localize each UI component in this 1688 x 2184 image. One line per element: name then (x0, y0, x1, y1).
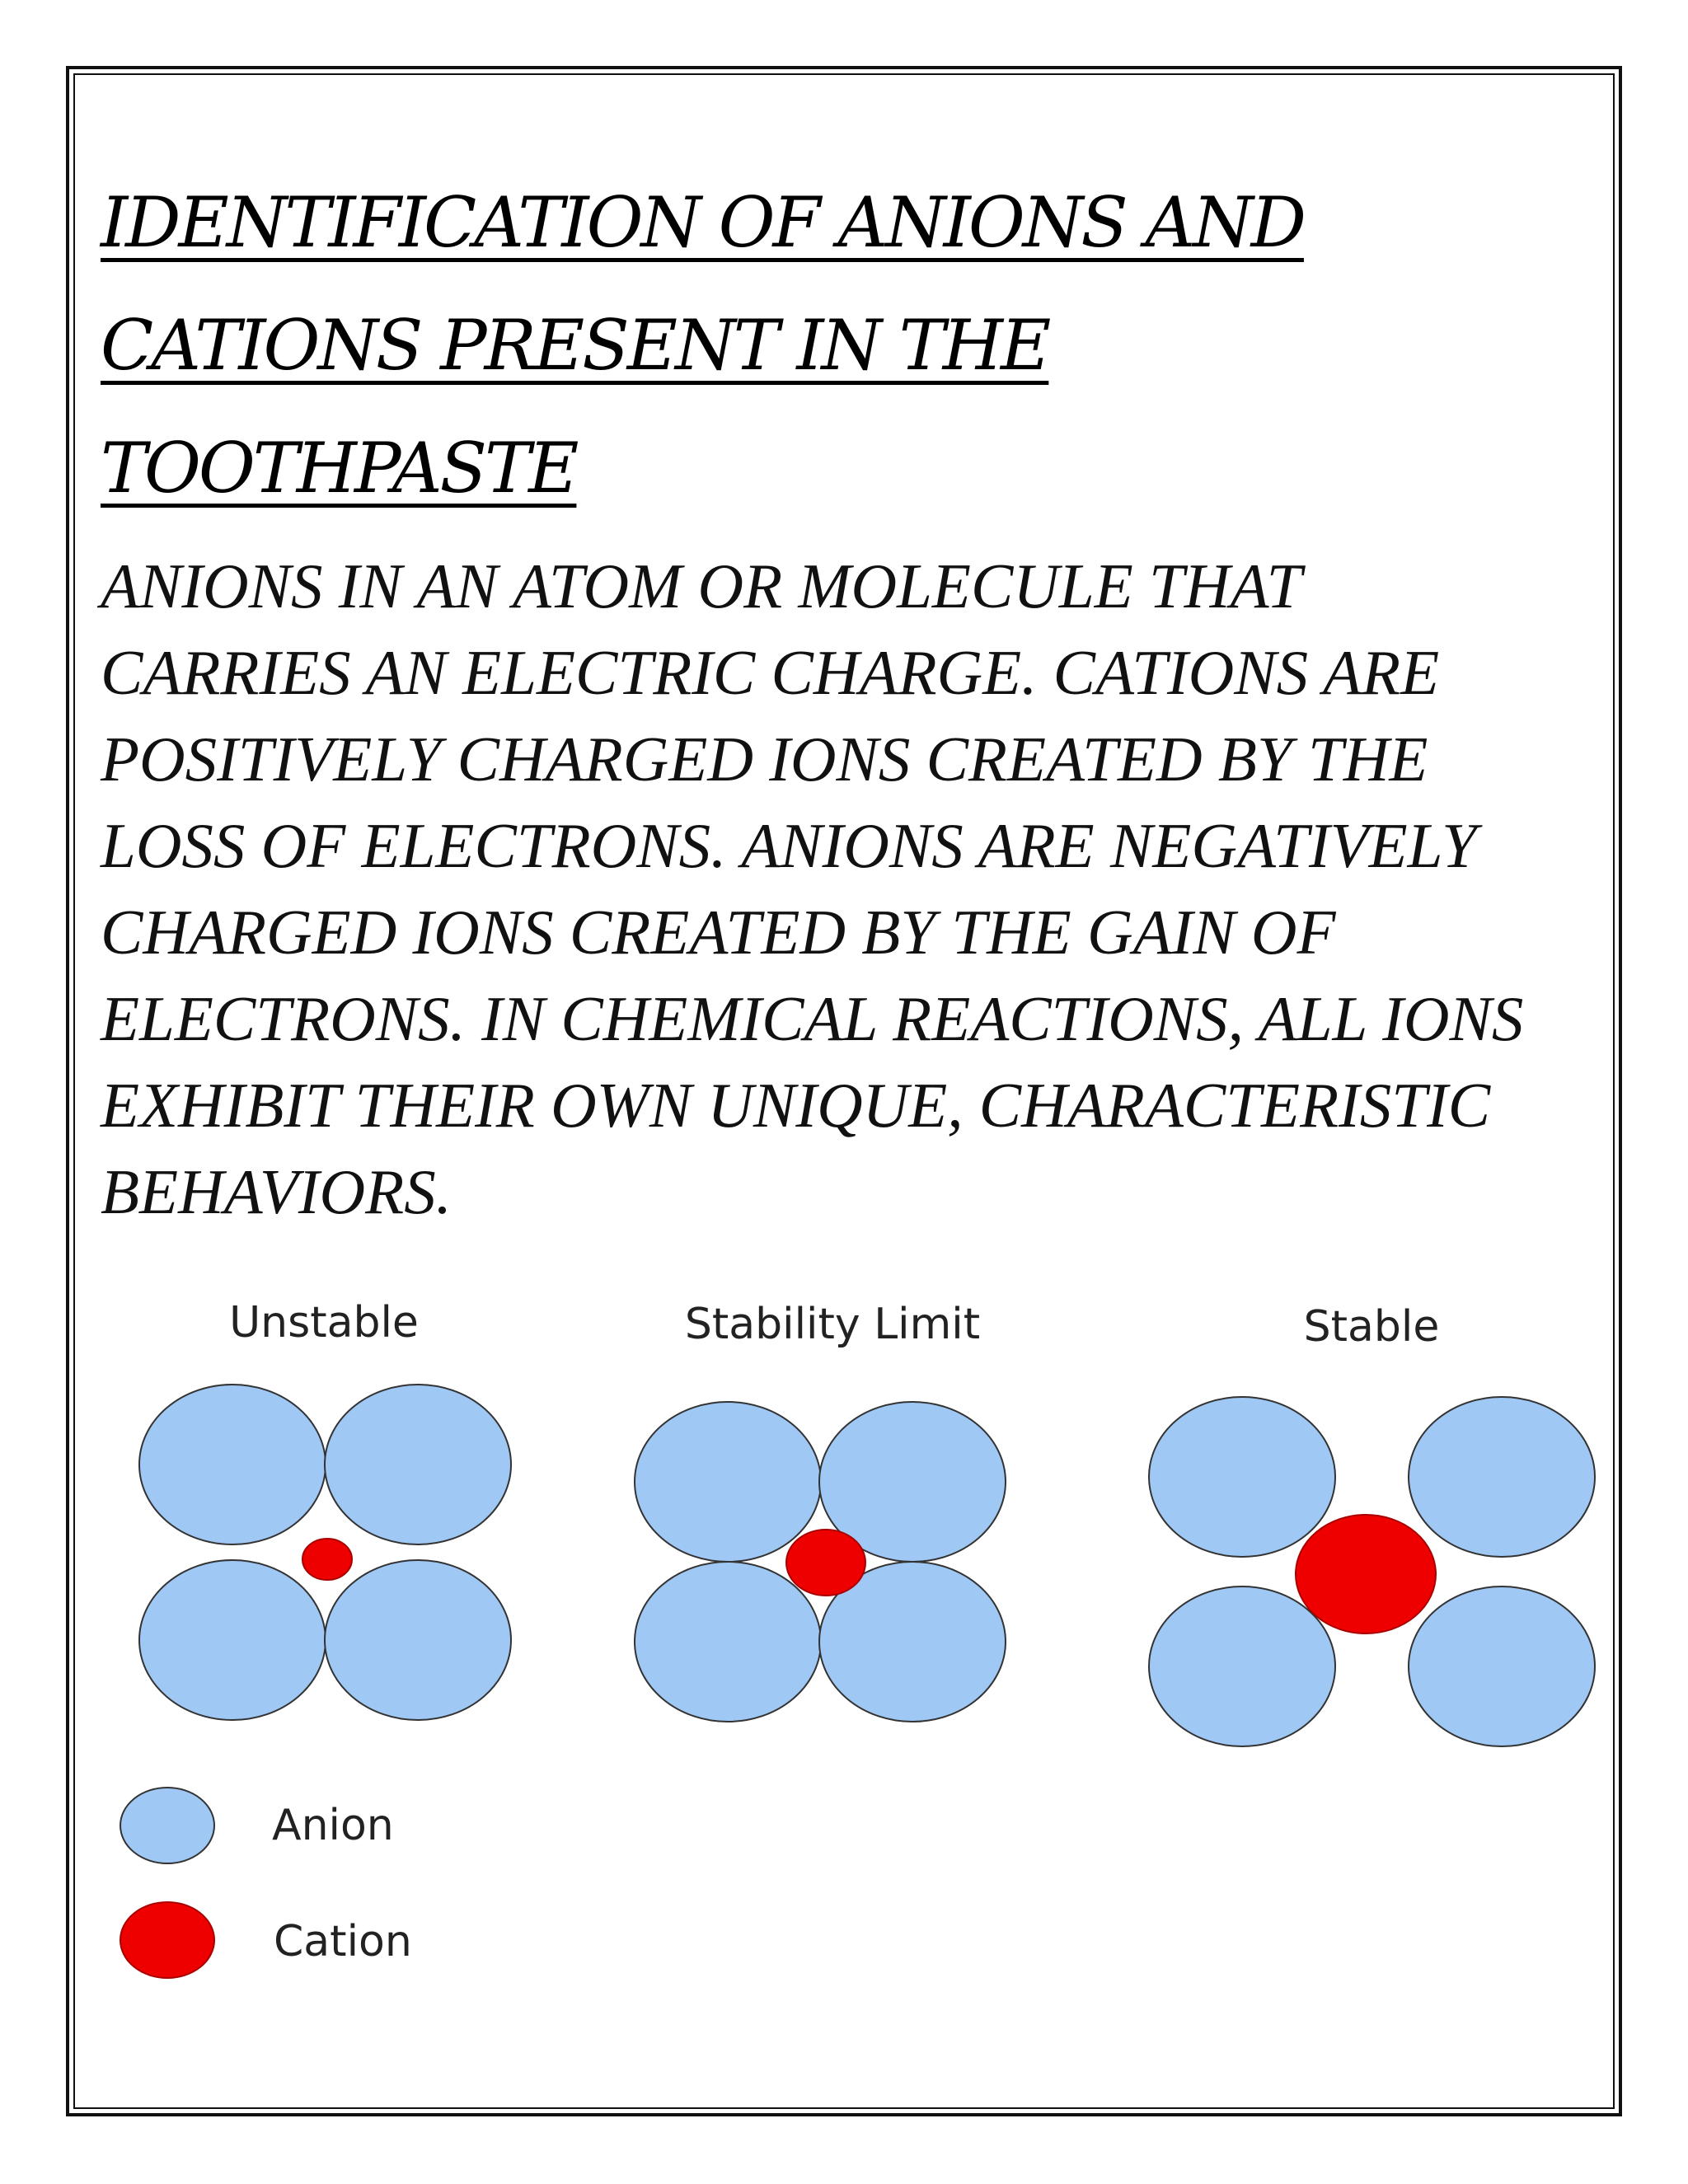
anion-circle (325, 1560, 511, 1720)
panel-label-unstable: Unstable (229, 1298, 419, 1347)
anion-circle (635, 1562, 821, 1722)
body-line: CARRIES AN ELECTRIC CHARGE. CATIONS ARE (101, 637, 1440, 708)
ion-stability-diagram (107, 1294, 1607, 2003)
panel-stable (1149, 1397, 1595, 1746)
cation-circle (786, 1530, 865, 1596)
title-line: TOOTHPASTE (101, 428, 577, 509)
body-line: ELECTRONS. IN CHEMICAL REACTIONS, ALL IONS (101, 983, 1524, 1054)
title-line: CATIONS PRESENT IN THE (101, 305, 1049, 386)
body-line: EXHIBIT THEIR OWN UNIQUE, CHARACTERISTIC (101, 1070, 1491, 1141)
panel-label-stability-limit: Stability Limit (684, 1300, 981, 1349)
title-line: IDENTIFICATION OF ANIONS AND (101, 182, 1304, 263)
anion-circle (139, 1385, 326, 1544)
panel-stability-limit (635, 1402, 1006, 1722)
legend-cation-label: Cation (274, 1917, 412, 1966)
anion-circle (635, 1402, 821, 1562)
page-title (101, 162, 1601, 530)
body-line: CHARGED IONS CREATED BY THE GAIN OF (101, 897, 1336, 968)
document-content (101, 162, 1601, 1235)
legend (120, 1788, 412, 1978)
legend-anion-label: Anion (272, 1801, 394, 1850)
panel-label-stable: Stable (1303, 1302, 1440, 1352)
panel-unstable (139, 1385, 511, 1720)
anion-circle (139, 1560, 326, 1720)
anion-circle (1409, 1397, 1595, 1557)
anion-circle (325, 1385, 511, 1544)
anion-circle (1149, 1397, 1335, 1557)
cation-circle (1296, 1515, 1436, 1633)
anion-circle (1149, 1586, 1335, 1746)
body-line: BEHAVIORS. (101, 1156, 452, 1227)
body-line: LOSS OF ELECTRONS. ANIONS ARE NEGATIVELY (101, 810, 1477, 881)
ion-stability-figure (107, 1294, 1607, 2003)
cation-circle (302, 1539, 352, 1580)
body-line: ANIONS IN AN ATOM OR MOLECULE THAT (101, 551, 1302, 621)
legend-anion-swatch (120, 1788, 214, 1863)
legend-cation-swatch (120, 1902, 214, 1978)
body-paragraph (101, 543, 1601, 1235)
body-line: POSITIVELY CHARGED IONS CREATED BY THE (101, 724, 1428, 794)
anion-circle (1409, 1586, 1595, 1746)
